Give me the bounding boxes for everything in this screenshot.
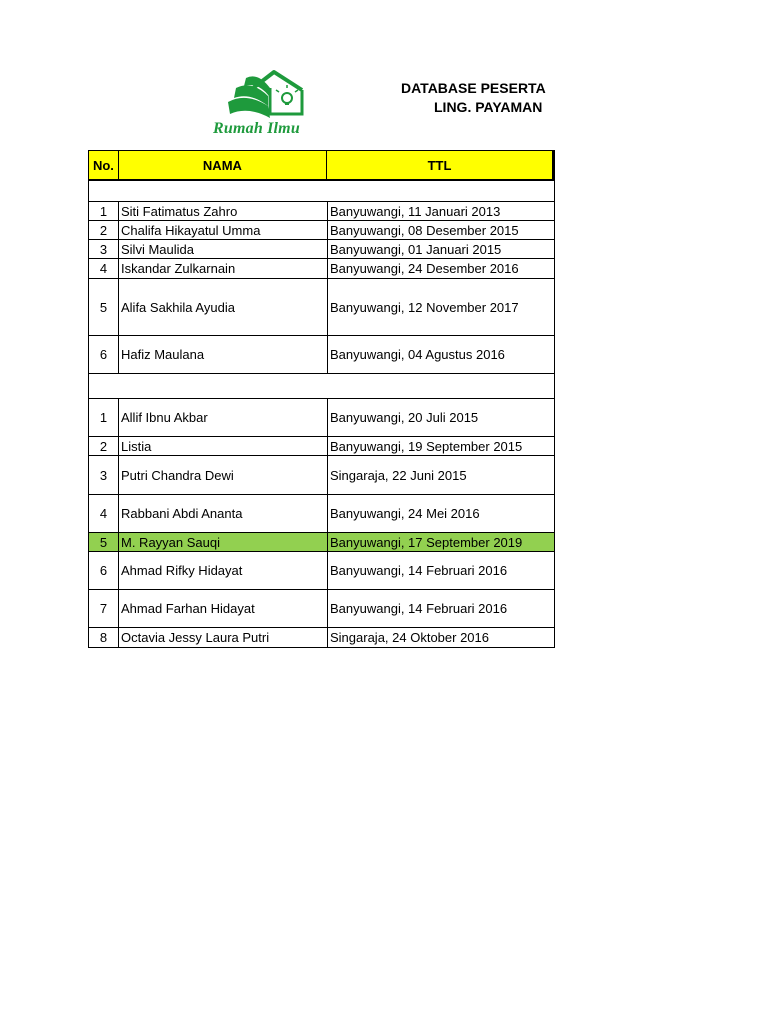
cell-no: 3 <box>88 239 119 259</box>
cell-ttl: Banyuwangi, 17 September 2019 <box>327 532 555 552</box>
table-row <box>88 258 555 279</box>
table-row <box>88 589 555 628</box>
cell-nama: Ahmad Farhan Hidayat <box>118 589 328 628</box>
cell-no: 1 <box>88 398 119 437</box>
table-row <box>88 239 555 259</box>
header-no: No. <box>88 150 119 180</box>
table-row <box>88 220 555 240</box>
cell-no: 2 <box>88 436 119 456</box>
cell-nama: Iskandar Zulkarnain <box>118 258 328 279</box>
header-ttl: TTL <box>326 150 553 180</box>
cell-no: 6 <box>88 551 119 590</box>
cell-no: 3 <box>88 455 119 495</box>
cell-nama: Silvi Maulida <box>118 239 328 259</box>
cell-nama: Alifa Sakhila Ayudia <box>118 278 328 336</box>
cell-ttl: Banyuwangi, 24 Mei 2016 <box>327 494 555 533</box>
cell-nama: Rabbani Abdi Ananta <box>118 494 328 533</box>
cell-ttl: Banyuwangi, 19 September 2015 <box>327 436 555 456</box>
table-row <box>88 627 555 648</box>
header-nama: NAMA <box>118 150 327 180</box>
table-row <box>88 335 555 374</box>
table-row <box>88 278 555 336</box>
cell-ttl: Banyuwangi, 24 Desember 2016 <box>327 258 555 279</box>
table-row <box>88 551 555 590</box>
page-title-line1: DATABASE PESERTA <box>401 80 546 96</box>
cell-ttl: Banyuwangi, 04 Agustus 2016 <box>327 335 555 374</box>
cell-no: 5 <box>88 532 119 552</box>
cell-nama: Siti Fatimatus Zahro <box>118 201 328 221</box>
cell-nama: Chalifa Hikayatul Umma <box>118 220 328 240</box>
table-row <box>88 494 555 533</box>
table-row <box>88 455 555 495</box>
group-separator <box>88 373 555 399</box>
cell-no: 4 <box>88 494 119 533</box>
cell-no: 2 <box>88 220 119 240</box>
cell-ttl: Banyuwangi, 11 Januari 2013 <box>327 201 555 221</box>
cell-ttl: Banyuwangi, 20 Juli 2015 <box>327 398 555 437</box>
cell-no: 6 <box>88 335 119 374</box>
cell-nama: Hafiz Maulana <box>118 335 328 374</box>
group-separator <box>88 180 555 202</box>
logo-text: Rumah Ilmu <box>213 120 300 137</box>
table-row <box>88 201 555 221</box>
cell-ttl: Singaraja, 22 Juni 2015 <box>327 455 555 495</box>
cell-no: 4 <box>88 258 119 279</box>
table-header-row <box>88 150 555 180</box>
cell-ttl: Banyuwangi, 14 Februari 2016 <box>327 551 555 590</box>
cell-ttl: Banyuwangi, 08 Desember 2015 <box>327 220 555 240</box>
page-title-line2: LING. PAYAMAN <box>434 99 543 115</box>
cell-nama: M. Rayyan Sauqi <box>118 532 328 552</box>
cell-ttl: Banyuwangi, 01 Januari 2015 <box>327 239 555 259</box>
cell-nama: Putri Chandra Dewi <box>118 455 328 495</box>
cell-no: 5 <box>88 278 119 336</box>
cell-ttl: Banyuwangi, 14 Februari 2016 <box>327 589 555 628</box>
cell-ttl: Singaraja, 24 Oktober 2016 <box>327 627 555 648</box>
table-row <box>88 398 555 437</box>
cell-nama: Listia <box>118 436 328 456</box>
cell-nama: Allif Ibnu Akbar <box>118 398 328 437</box>
cell-nama: Ahmad Rifky Hidayat <box>118 551 328 590</box>
cell-ttl: Banyuwangi, 12 November 2017 <box>327 278 555 336</box>
table-row-highlighted <box>88 532 555 552</box>
table-row <box>88 436 555 456</box>
cell-nama: Octavia Jessy Laura Putri <box>118 627 328 648</box>
cell-no: 7 <box>88 589 119 628</box>
cell-no: 1 <box>88 201 119 221</box>
cell-no: 8 <box>88 627 119 648</box>
